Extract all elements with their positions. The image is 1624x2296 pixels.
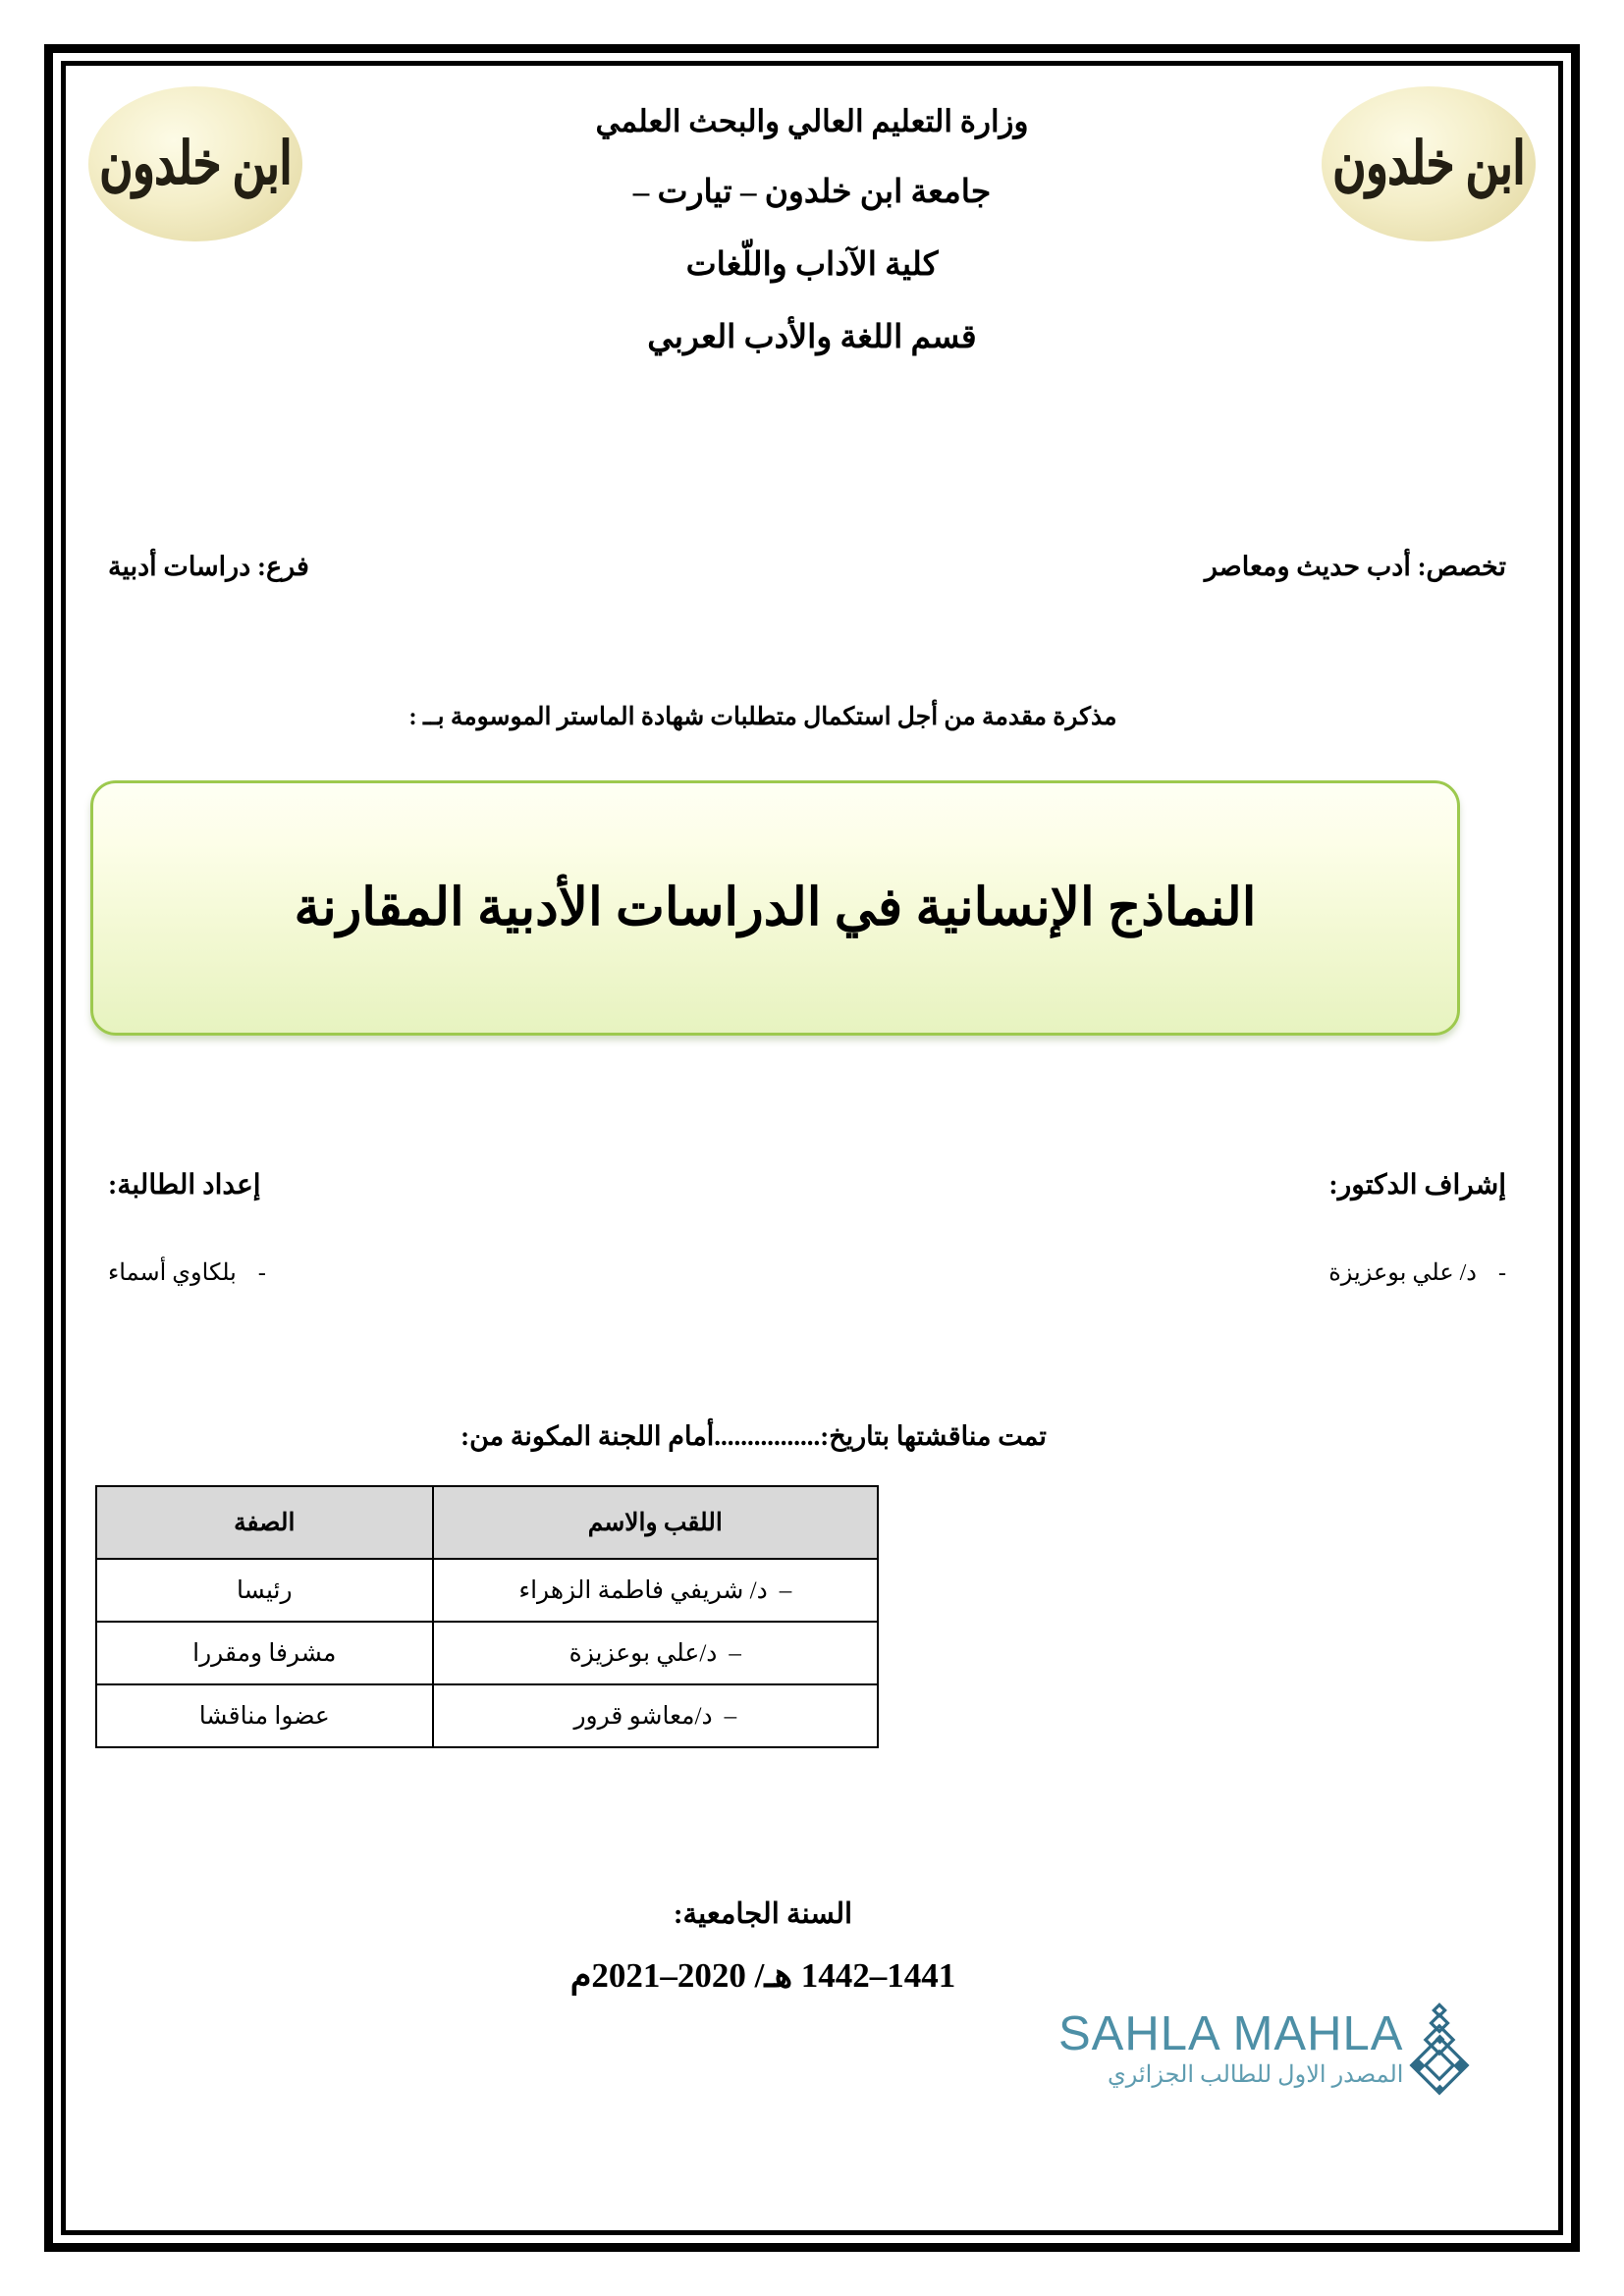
submission-statement: مذكرة مقدمة من أجل استكمال متطلبات شهادة الماستر الموسومة بــ : bbox=[408, 704, 1117, 730]
department-line: قسم اللغة والأدب العربي bbox=[647, 320, 977, 355]
student-name-item bbox=[108, 1258, 382, 1287]
jury-member-role-cell: عضوا مناقشا bbox=[96, 1684, 433, 1747]
academic-year-label: السنة الجامعية: bbox=[673, 1898, 853, 1930]
ministry-line: وزارة التعليم العالي والبحث العلمي bbox=[595, 104, 1029, 138]
table-row bbox=[96, 1559, 878, 1622]
faculty-line: كلية الآداب واللّغات bbox=[685, 247, 939, 283]
watermark-tagline: المصدر الاول للطالب الجزائري bbox=[1107, 2062, 1404, 2088]
supervisor-name-item bbox=[1199, 1258, 1506, 1287]
watermark-texts bbox=[1058, 2007, 1404, 2089]
arabesque-diamond-icon bbox=[1407, 2002, 1472, 2097]
supervisor-name: د/ علي بوعزيزة bbox=[1328, 1260, 1477, 1286]
table-row bbox=[96, 1684, 878, 1747]
jury-table bbox=[95, 1485, 879, 1748]
people-labels-row bbox=[108, 1168, 1506, 1201]
row-dash: – bbox=[724, 1703, 737, 1730]
thesis-title: النماذج الإنسانية في الدراسات الأدبية المقارنة bbox=[294, 879, 1257, 936]
watermark bbox=[1058, 2002, 1549, 2097]
student-name: بلكاوي أسماء bbox=[108, 1260, 237, 1286]
row-dash: – bbox=[729, 1640, 741, 1667]
academic-year-block bbox=[69, 1896, 1457, 1996]
table-row bbox=[96, 1622, 878, 1684]
list-dash: - bbox=[1498, 1260, 1506, 1286]
table-header-row bbox=[96, 1486, 878, 1559]
branch-label: فرع: دراسات أدبية bbox=[108, 552, 309, 581]
people-names-row bbox=[108, 1258, 1506, 1287]
jury-intro-line: تمت مناقشتها بتاريخ:................أمام اللجنة المكونة من: bbox=[460, 1421, 1047, 1451]
column-header-name: اللقب والاسم bbox=[433, 1486, 878, 1559]
watermark-brand: SAHLA MAHLA bbox=[1058, 2007, 1404, 2060]
supervisor-label: إشراف الدكتور: bbox=[1328, 1170, 1506, 1201]
branch-speciality-row bbox=[108, 552, 1506, 582]
row-dash: – bbox=[779, 1577, 792, 1604]
list-dash: - bbox=[257, 1260, 266, 1286]
jury-member-role-cell: مشرفا ومقررا bbox=[96, 1622, 433, 1684]
institution-header bbox=[69, 106, 1555, 384]
jury-member-name: د/علي بوعزيزة bbox=[568, 1640, 718, 1667]
jury-member-name-cell bbox=[433, 1622, 878, 1684]
cover-page-content bbox=[69, 69, 1555, 2227]
student-label: إعداد الطالبة: bbox=[108, 1170, 261, 1201]
academic-year-value: 1441–1442 هـ/ 2020–2021م bbox=[569, 1956, 956, 1995]
jury-member-name: د/ شريفي فاطمة الزهراء bbox=[518, 1577, 768, 1604]
jury-member-name: د/معاشو قرور bbox=[573, 1703, 713, 1730]
column-header-role: الصفة bbox=[96, 1486, 433, 1559]
jury-member-name-cell bbox=[433, 1559, 878, 1622]
speciality-label: تخصص: أدب حديث ومعاصر bbox=[1204, 552, 1506, 581]
jury-member-role-cell: رئيسا bbox=[96, 1559, 433, 1622]
jury-member-name-cell bbox=[433, 1684, 878, 1747]
university-line: جامعة ابن خلدون – تيارت – bbox=[632, 175, 992, 210]
seal-text: ابن خلدون bbox=[99, 130, 292, 197]
seal-text: ابن خلدون bbox=[1332, 130, 1525, 197]
thesis-title-box bbox=[90, 780, 1460, 1036]
